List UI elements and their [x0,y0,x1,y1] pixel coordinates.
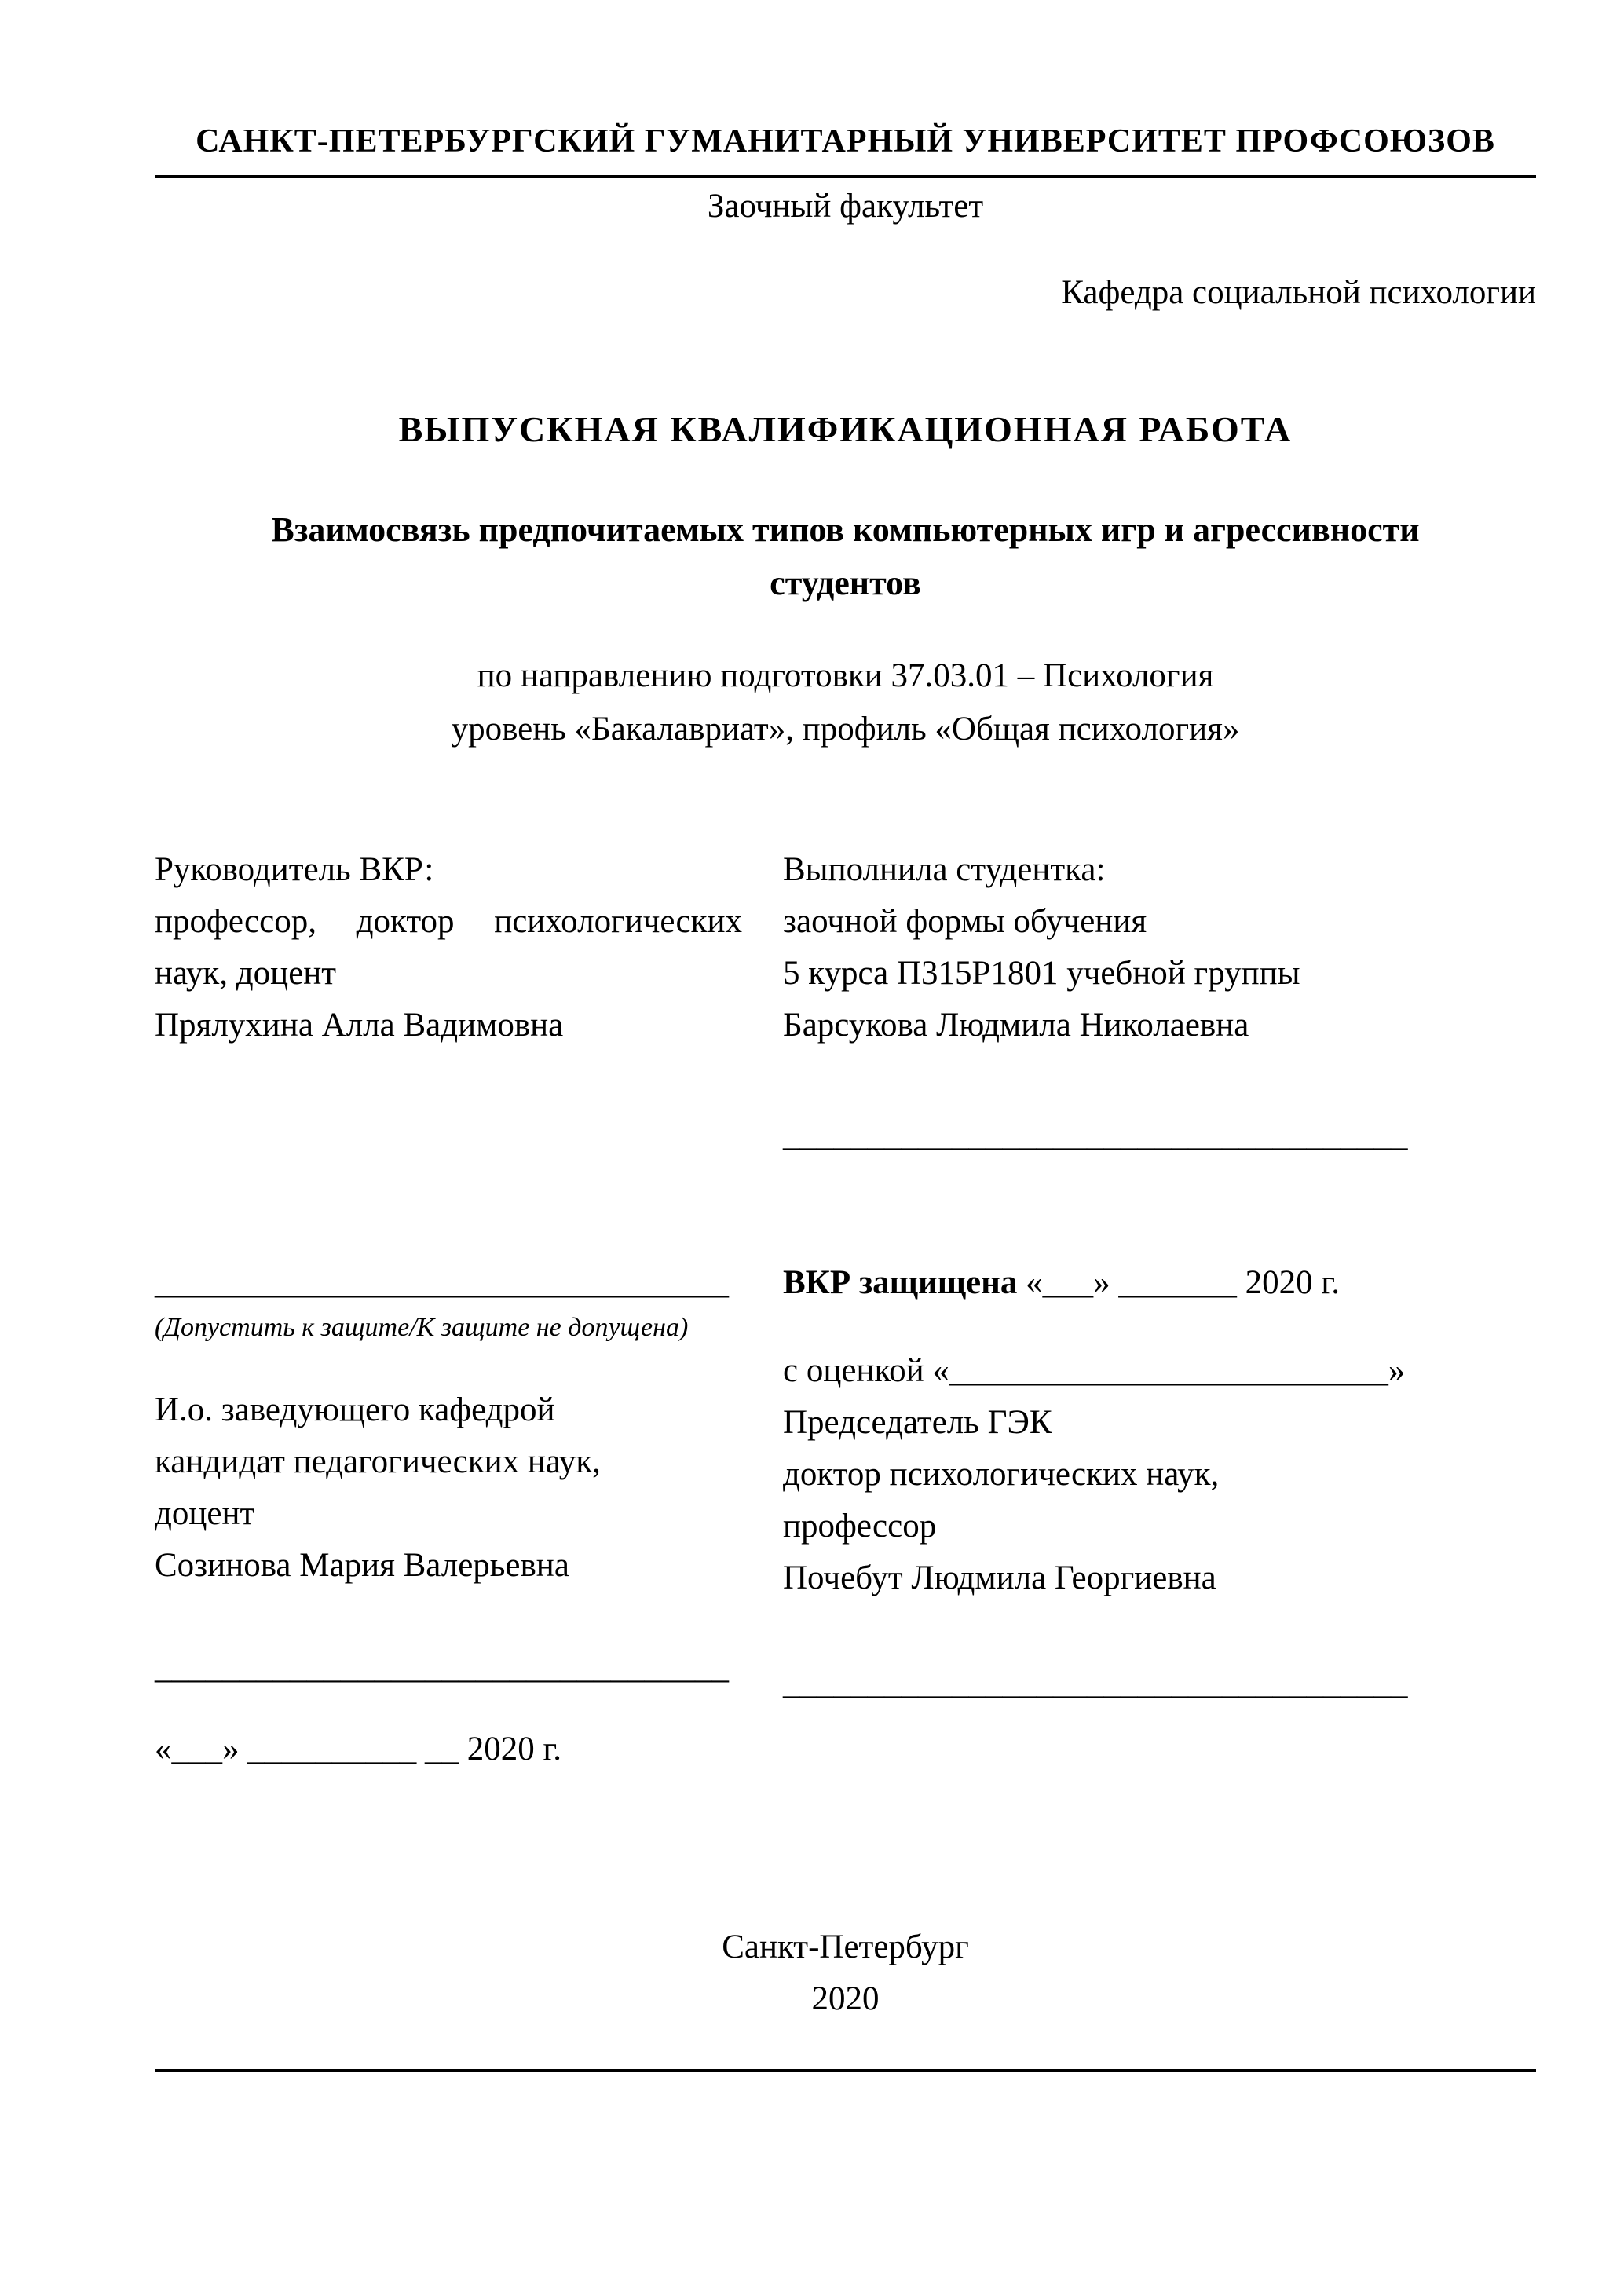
grade-line: с оценкой «__________________________» [783,1352,1406,1389]
department-head-block [155,1384,742,1592]
university-name: САНКТ-ПЕТЕРБУРГСКИЙ ГУМАНИТАРНЫЙ УНИВЕРСИТЕТ ПРОФСОЮЗОВ [196,123,1495,159]
supervisor-name: Прялухина Алла Вадимовна [155,1007,564,1044]
program-level: уровень «Бакалавриат», профиль «Общая психология» [451,711,1240,748]
thesis-title-line2: студентов [770,564,921,602]
head-signature-line: __________________________________ [155,1649,729,1686]
signatories-top-block [155,844,1536,1161]
admission-note: (Допустить к защите/К защите не допущена) [155,1313,689,1342]
chair-title: Председатель ГЭК [783,1404,1052,1441]
head-position-line3: доцент [155,1495,255,1532]
student-label: Выполнила студентка: [783,851,1106,888]
supervisor-degree-line1: профессор, доктор психологических [155,903,742,940]
department-name: Кафедра социальной психологии [1061,274,1536,311]
supervisor-column [155,844,742,1161]
defense-column [783,1257,1536,1775]
chair-name: Почебут Людмила Георгиевна [783,1559,1216,1596]
defense-status-label: ВКР защищена [783,1264,1018,1301]
student-column [783,844,1536,1161]
student-name: Барсукова Людмила Николаевна [783,1007,1249,1044]
header-rule [155,175,1536,178]
supervisor-label: Руководитель ВКР: [155,851,434,888]
student-signature-line: _____________________________________ [783,1117,1408,1153]
defense-status-rest: «___» _______ 2020 г. [1017,1264,1340,1301]
student-group: 5 курса П315Р1801 учебной группы [783,955,1300,992]
faculty-name: Заочный факультет [707,188,984,225]
supervisor-degree-line2: наук, доцент [155,955,337,992]
defense-status-line [783,1257,1536,1309]
signatories-bottom-block [155,1257,1536,1775]
program-direction: по направлению подготовки 37.03.01 – Психология [477,657,1214,694]
head-position-line1: И.о. заведующего кафедрой [155,1391,555,1428]
program-info [155,649,1536,756]
thesis-title-line1: Взаимосвязь предпочитаемых типов компьютерных игр и агрессивности [271,510,1420,549]
chair-signature-line: _____________________________________ [783,1665,1408,1702]
chair-rank: профессор [783,1508,937,1545]
chair-block [783,1345,1536,1604]
footer-block [155,1921,1536,2025]
city-name: Санкт-Петербург [722,1929,969,1965]
admission-column [155,1257,742,1775]
work-type-heading: ВЫПУСКНАЯ КВАЛИФИКАЦИОННАЯ РАБОТА [398,409,1293,449]
thesis-title [155,503,1536,610]
bottom-rule [155,2069,1536,2072]
admission-signature-line: __________________________________ [155,1264,729,1301]
head-name: Созинова Мария Валерьевна [155,1547,569,1584]
student-study-form: заочной формы обучения [783,903,1147,940]
admission-date-line: «___» __________ __ 2020 г. [155,1731,562,1768]
year: 2020 [811,1980,880,2017]
chair-degree: доктор психологических наук, [783,1456,1220,1493]
head-position-line2: кандидат педагогических наук, [155,1443,601,1480]
